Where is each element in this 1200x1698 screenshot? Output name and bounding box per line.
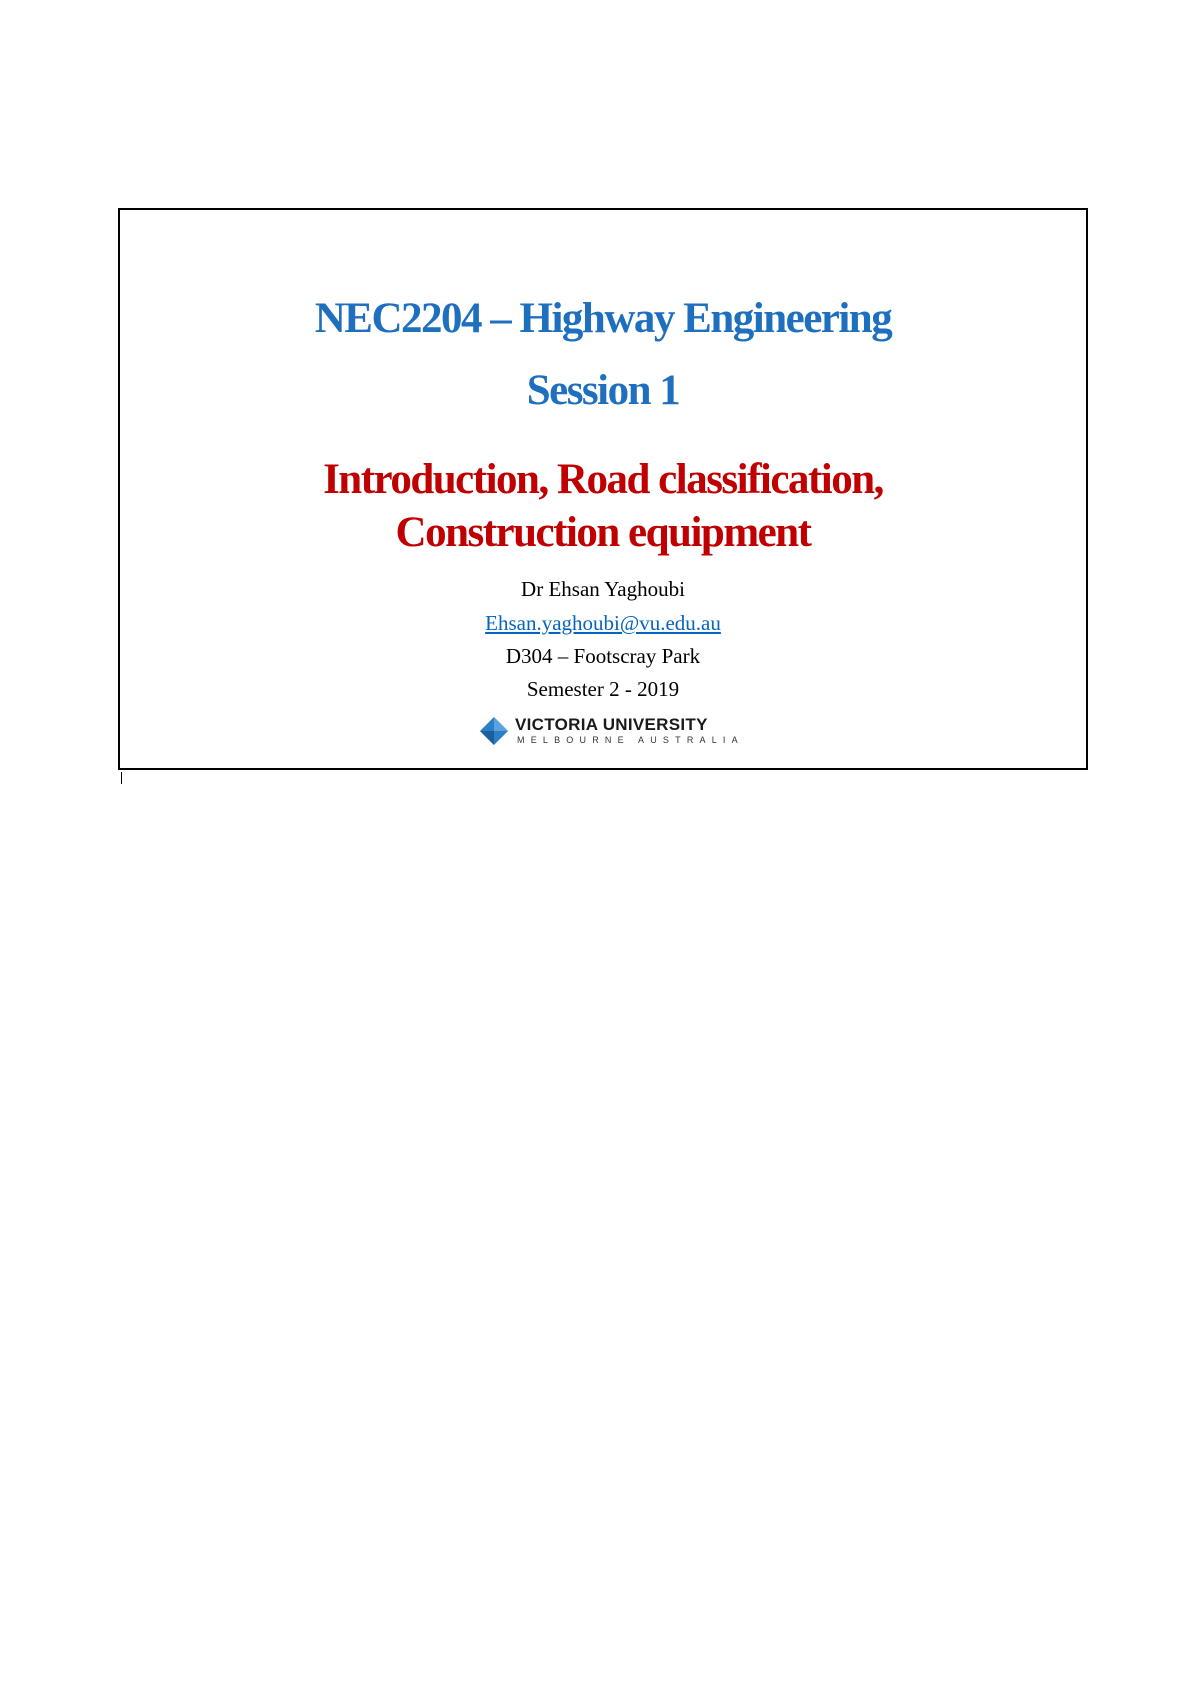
topic-line-2: Construction equipment — [395, 509, 811, 556]
slide-frame — [118, 208, 1088, 770]
diamond-logo-icon — [480, 717, 508, 745]
course-title: NEC2204 – Highway Engineering — [314, 295, 892, 342]
logo-name: VICTORIA UNIVERSITY — [515, 715, 708, 734]
author-name: Dr Ehsan Yaghoubi — [521, 577, 685, 601]
email-link[interactable]: Ehsan.yaghoubi@vu.edu.au — [485, 611, 721, 635]
topic-heading — [120, 453, 1086, 559]
victoria-university-logo — [480, 715, 744, 749]
session-title: Session 1 — [526, 367, 680, 414]
email-line — [120, 610, 1086, 636]
logo-subtitle: MELBOURNE AUSTRALIA — [517, 735, 744, 745]
page-corner-mark — [121, 772, 122, 784]
topic-line-1: Introduction, Road classification, — [323, 456, 883, 503]
semester-label: Semester 2 - 2019 — [526, 677, 680, 701]
room-location: D304 – Footscray Park — [505, 644, 701, 668]
